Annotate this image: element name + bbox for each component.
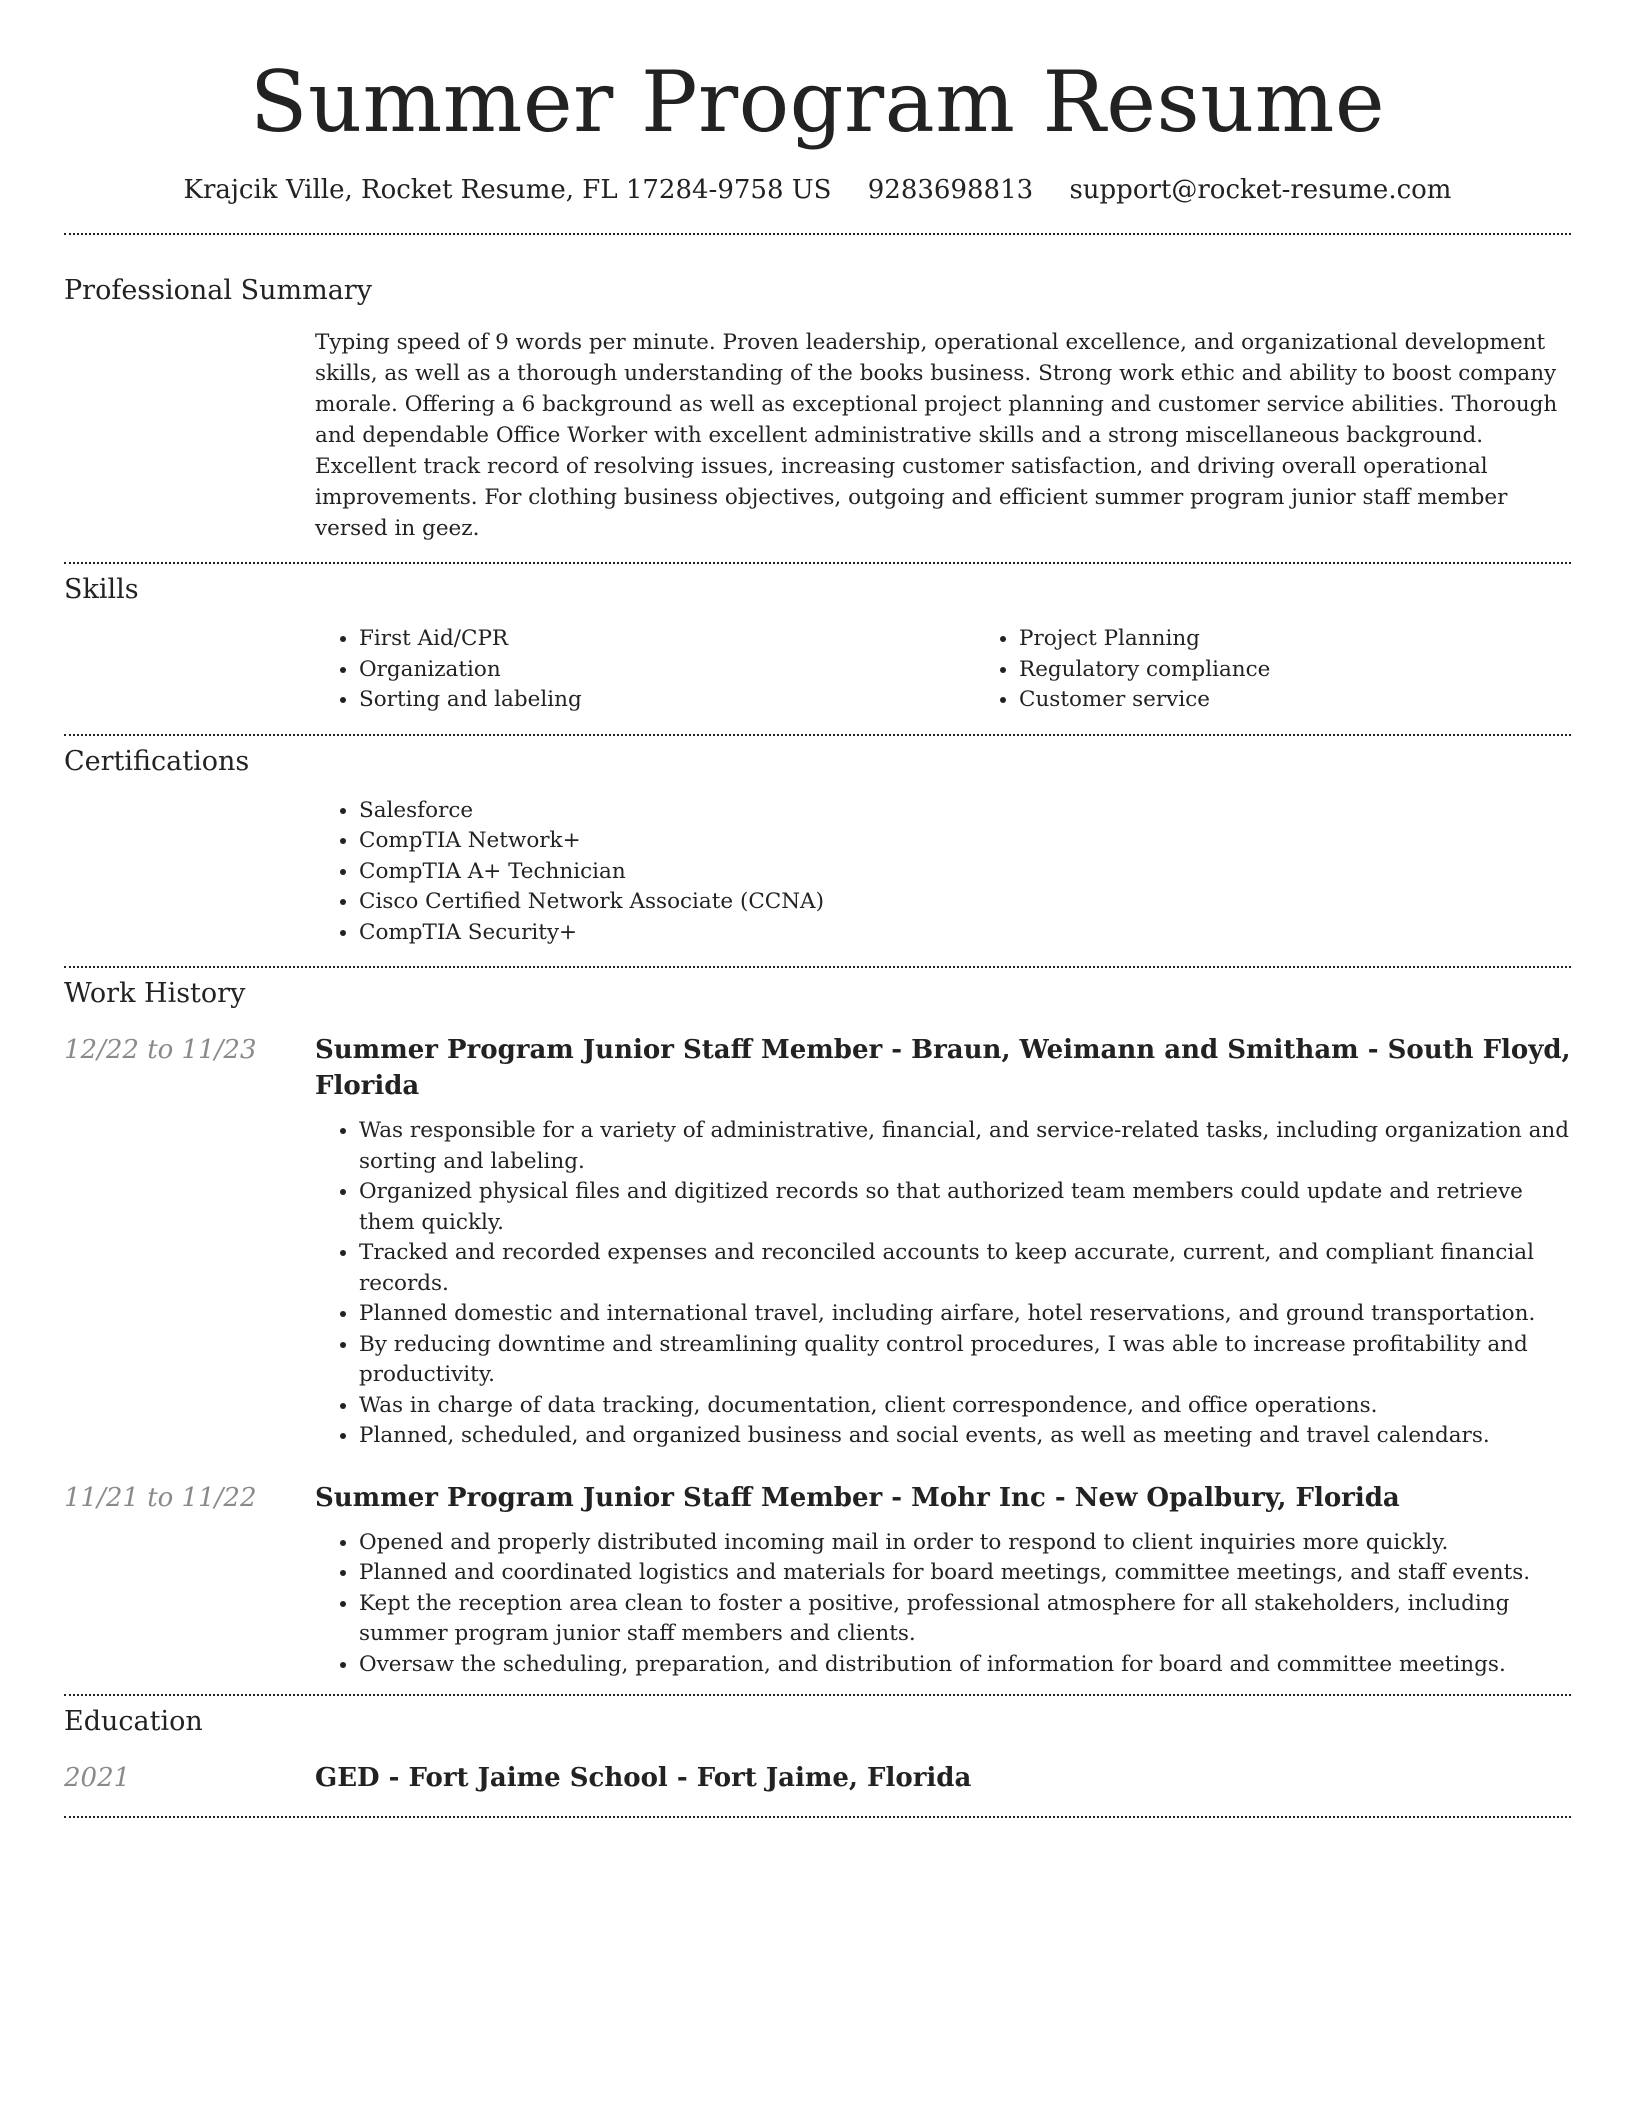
education-entry: GED - Fort Jaime School - Fort Jaime, Florida [315,1763,972,1793]
contact-address: Krajcik Ville, Rocket Resume, FL 17284-9758 US [183,175,832,205]
divider [64,562,1571,564]
section-title-work: Work History [64,978,246,1009]
skill-item: • First Aid/CPR [359,624,975,655]
section-professional-summary [64,273,1571,544]
job-title: Summer Program Junior Staff Member - Braun, Weimann and Smitham - South Floyd, Florida [315,1035,1571,1101]
job-bullets [315,1116,1571,1452]
job-bullet: • By reducing downtime and streamlining quality control procedures, I was able to increase profitability and productivity. [359,1330,1571,1391]
contact-email: support@rocket-resume.com [1069,175,1452,205]
skills-list-left [315,624,975,716]
skill-item: • Organization [359,655,975,686]
job-date: 12/22 to 11/23 [64,1035,257,1065]
resume-title: Summer Program Resume [249,53,1386,151]
job-entry [64,1032,1571,1452]
resume-page [64,0,1571,1818]
contact-line [64,172,1571,208]
divider [64,966,1571,968]
certification-item: • Cisco Certified Network Associate (CCNA) [359,887,1571,918]
divider [64,734,1571,736]
job-bullet: • Tracked and recorded expenses and reconciled accounts to keep accurate, current, and compliant financial records. [359,1238,1571,1299]
certification-item: • CompTIA A+ Technician [359,857,1571,888]
section-education [64,1704,1571,1796]
section-skills [64,572,1571,716]
skill-item: • Project Planning [1019,624,1632,655]
divider [64,233,1571,235]
summary-text: Typing speed of 9 words per minute. Proven leadership, operational excellence, and organizational development skills, as well as a thorough understanding of the books business. Strong work ethic and ability to boost company morale. Offering a 6 background as well as exceptional project planning and customer service abilities. Thorough and dependable Office Worker with excellent administrative skills and a strong miscellaneous background. Excellent track record of resolving issues, increasing customer satisfaction, and driving overall operational improvements. For clothing business objectives, outgoing and efficient summer program junior staff member versed in geez. [315,330,1558,541]
section-certifications [64,744,1571,949]
job-bullet: • Opened and properly distributed incoming mail in order to respond to client inquiries more quickly. [359,1528,1571,1559]
section-work-history [64,976,1571,1680]
certifications-list [315,796,1571,949]
divider [64,1694,1571,1696]
skill-item: • Sorting and labeling [359,685,975,716]
job-bullet: • Was responsible for a variety of administrative, financial, and service-related tasks, including organization and sorting and labeling. [359,1116,1571,1177]
job-bullet: • Oversaw the scheduling, preparation, and distribution of information for board and committee meetings. [359,1650,1571,1681]
certification-item: • CompTIA Network+ [359,826,1571,857]
skills-list-right [975,624,1632,716]
certification-item: • CompTIA Security+ [359,918,1571,949]
job-bullet: • Planned domestic and international travel, including airfare, hotel reservations, and ground transportation. [359,1299,1571,1330]
contact-phone: 9283698813 [867,175,1034,205]
skill-item: • Regulatory compliance [1019,655,1632,686]
job-bullets [315,1528,1571,1681]
job-entry [64,1480,1571,1681]
job-bullet: • Organized physical files and digitized records so that authorized team members could update and retrieve them quickly. [359,1177,1571,1238]
divider [64,1816,1571,1818]
job-bullet: • Planned and coordinated logistics and materials for board meetings, committee meetings, and staff events. [359,1558,1571,1589]
section-title-certifications: Certifications [64,745,250,777]
education-date: 2021 [64,1763,131,1793]
job-date: 11/21 to 11/22 [64,1482,257,1513]
section-title-skills: Skills [64,574,139,605]
job-bullet: • Kept the reception area clean to foster a positive, professional atmosphere for all stakeholders, including summer program junior staff members and clients. [359,1589,1571,1650]
section-title-summary: Professional Summary [64,275,372,306]
job-title: Summer Program Junior Staff Member - Mohr Inc - New Opalbury, Florida [315,1482,1400,1513]
skill-item: • Customer service [1019,685,1632,716]
job-bullet: • Was in charge of data tracking, documentation, client correspondence, and office operations. [359,1391,1571,1422]
job-bullet: • Planned, scheduled, and organized business and social events, as well as meeting and travel calendars. [359,1421,1571,1452]
section-title-education: Education [64,1706,203,1737]
certification-item: • Salesforce [359,796,1571,827]
